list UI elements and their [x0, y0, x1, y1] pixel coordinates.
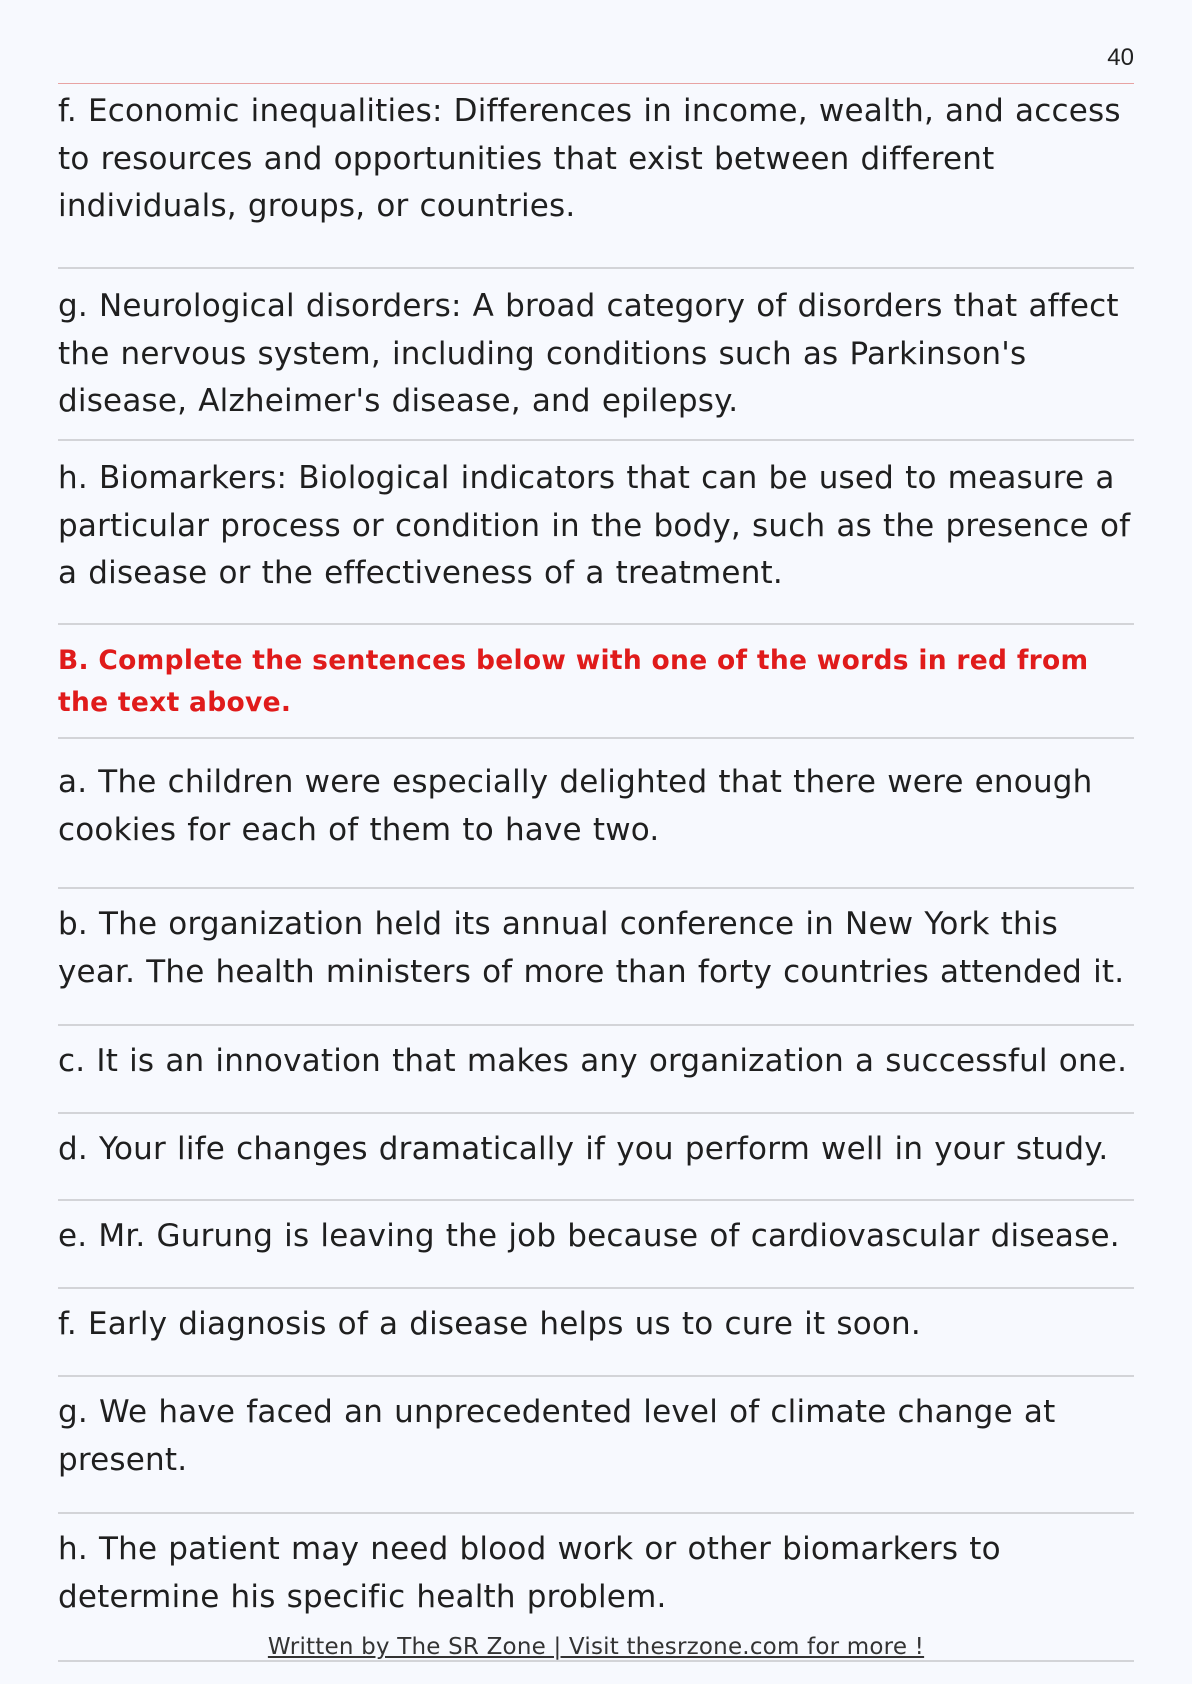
- page-content: [58, 84, 1134, 1634]
- sentence-text: h. The patient may need blood work or other biomarkers to determine his specific health problem.: [58, 1531, 1001, 1615]
- sentence-f: [58, 1289, 1134, 1377]
- sentence-c: [58, 1026, 1134, 1114]
- footer-credit[interactable]: Written by The SR Zone | Visit thesrzone.com for more !: [267, 1634, 925, 1660]
- sentence-b: [58, 889, 1134, 1026]
- sentence-g: [58, 1377, 1134, 1514]
- sentence-text: d. Your life changes dramatically if you perform well in your study.: [58, 1131, 1109, 1167]
- sentence-text: c. It is an innovation that makes any organization a successful one.: [58, 1043, 1128, 1079]
- sentence-text: g. We have faced an unprecedented level of climate change at present.: [58, 1394, 1056, 1478]
- sentence-text: b. The organization held its annual conference in New York this year. The health ministers of more than forty countries attended it.: [58, 906, 1125, 990]
- sentence-h: [58, 1514, 1134, 1634]
- sentence-text: e. Mr. Gurung is leaving the job because of cardiovascular disease.: [58, 1218, 1120, 1254]
- sentence-d: [58, 1114, 1134, 1201]
- page-number: 40: [1107, 44, 1134, 71]
- instruction-text: B. Complete the sentences below with one of the words in red from the text above.: [58, 645, 1089, 718]
- definition-text: h. Biomarkers: Biological indicators that can be used to measure a particular process or condition in the body, such as the presence of a disease or the effectiveness of a treatment.: [58, 460, 1131, 591]
- definition-text: g. Neurological disorders: A broad category of disorders that affect the nervous system, including conditions such as Parkinson's disease, Alzheimer's disease, and epilepsy.: [58, 288, 1119, 419]
- sentence-text: a. The children were especially delighted that there were enough cookies for each of them to have two.: [58, 764, 1093, 848]
- bottom-divider: [58, 1660, 1134, 1662]
- sentence-e: [58, 1201, 1134, 1289]
- definition-f: [58, 84, 1134, 269]
- sentence-a: [58, 739, 1134, 889]
- sentence-text: f. Early diagnosis of a disease helps us to cure it soon.: [58, 1306, 921, 1342]
- definition-text: f. Economic inequalities: Differences in income, wealth, and access to resources and opportunities that exist between different individuals, groups, or countries.: [58, 93, 1121, 224]
- section-b-instruction: [58, 625, 1134, 739]
- definition-h: [58, 441, 1134, 625]
- definition-g: [58, 269, 1134, 441]
